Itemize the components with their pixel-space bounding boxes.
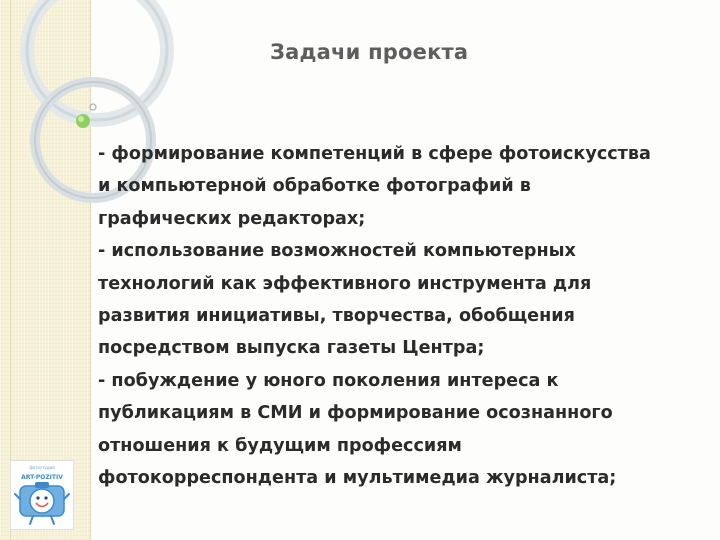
- body-line: отношения к будущим профессиям: [98, 435, 462, 456]
- body-line: посредством выпуска газеты Центра;: [98, 338, 485, 359]
- body-line: развития инициативы, творчества, обобщения: [98, 306, 575, 327]
- slide-body: [98, 138, 710, 494]
- logo-top-text: фотостудия: [29, 465, 55, 470]
- studio-logo: [10, 460, 74, 530]
- body-line: публикациям в СМИ и формирование осознанного: [98, 403, 613, 424]
- body-line: - использование возможностей компьютерных: [98, 241, 576, 262]
- camera-mascot-icon: [11, 461, 73, 529]
- body-line: технологий как эффективного инструмента для: [98, 273, 592, 294]
- body-line: и компьютерной обработке фотографий в: [98, 176, 531, 197]
- body-line: фотокорреспондента и мультимедиа журналиста;: [98, 468, 617, 489]
- strip-line: [10, 0, 11, 540]
- logo-name: ART-POZITIV: [21, 474, 63, 481]
- slide-title: Задачи проекта: [270, 40, 469, 64]
- body-line: - формирование компетенций в сфере фотоискусства: [98, 144, 651, 164]
- body-line: графических редакторах;: [98, 208, 366, 229]
- left-decorative-strip: [0, 0, 91, 540]
- body-line: - побуждение у юного поколения интереса к: [98, 370, 559, 391]
